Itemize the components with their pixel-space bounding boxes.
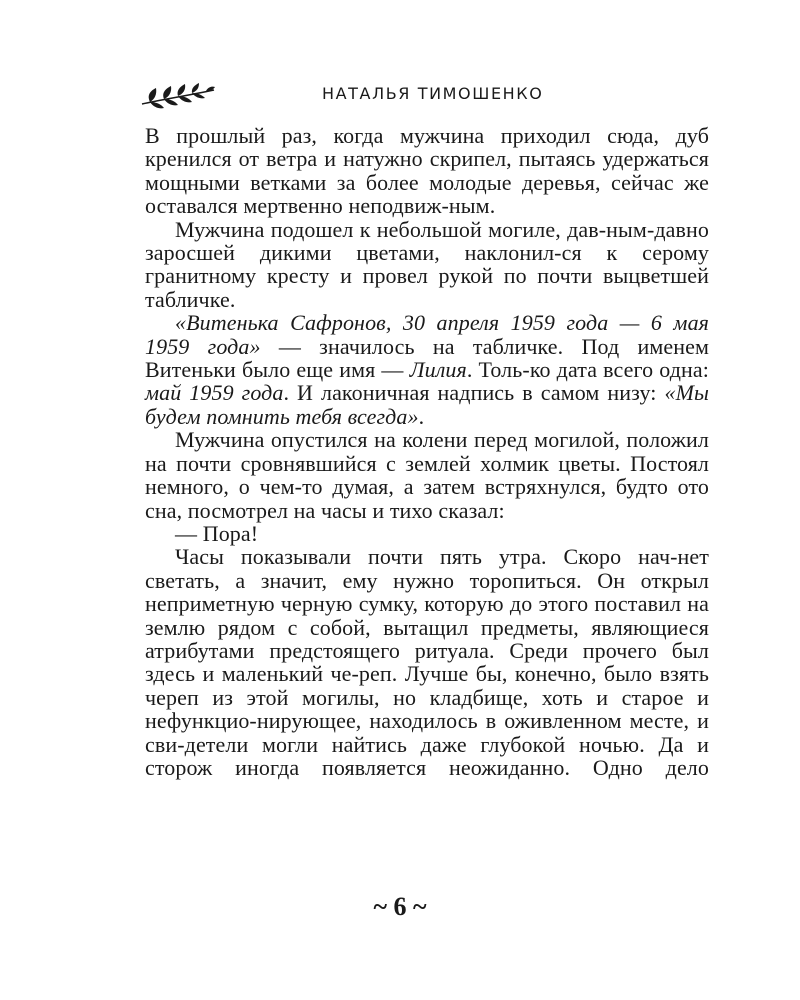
inscription-quote: «Мы будем помнить тебя всегда» <box>145 380 709 429</box>
dialogue-line: — Пора! <box>175 520 259 546</box>
paragraph-3-text-4: . <box>418 403 425 429</box>
paragraph-3-text-1: — значилось на табличке. Под именем Витеньки было еще имя — <box>145 333 710 383</box>
paragraph-3-text-2: . Толь-ко дата всего одна: <box>466 357 709 383</box>
author-name: НАТАЛЬЯ ТИМОШЕНКО <box>322 84 544 103</box>
page-number: ~ 6 ~ <box>373 892 427 921</box>
epitaph-quote: «Витенька Сафронов, 30 апреля 1959 года — 6 мая 1959 года» <box>145 310 709 359</box>
paragraph-3-text-3: . И лаконичная надпись в самом низу: <box>283 380 665 406</box>
body-text <box>145 124 709 779</box>
paragraph-2: Мужчина подошел к небольшой могиле, дав-ным-давно заросшей дикими цветами, наклонил-ся к серому гранитному кресту и провел рукой по почти выцветшей табличке. <box>145 216 709 312</box>
leaf-branch-icon <box>140 82 216 112</box>
paragraph-6: Часы показывали почти пять утра. Скоро нач-нет светать, а значит, ему нужно торопиться. Он открыл неприметную черную сумку, которую до этого поставил на землю рядом с собой, вытащил предметы, являющиеся атрибутами предстоящего ритуала. Среди прочего был здесь и маленький че-реп. Лучше бы, конечно, было взять череп из этой могилы, но кладбище, хоть и старое и нефункцио-нирующее, находилось в оживленном месте, и сви-детели могли найтись даже глубокой ночью. Да и сторож иногда появляется неожиданно. Одно дело <box>145 544 709 780</box>
second-date: май 1959 года <box>145 380 284 406</box>
paragraph-1: В прошлый раз, когда мужчина приходил сюда, дуб кренился от ветра и натужно скрипел, пытаясь удержаться мощными ветками за более молодые деревья, сейчас же оставался мертвенно неподвиж-ным. <box>145 123 709 219</box>
second-name: Лилия <box>409 357 467 383</box>
running-header <box>140 78 708 118</box>
paragraph-3 <box>145 311 709 428</box>
paragraph-4: Мужчина опустился на колени перед могилой, положил на почти сровнявшийся с землей холмик цветы. Постоял немного, о чем-то думая, а затем встряхнулся, будто ото сна, посмотрел на часы и тихо сказал: <box>145 427 709 523</box>
